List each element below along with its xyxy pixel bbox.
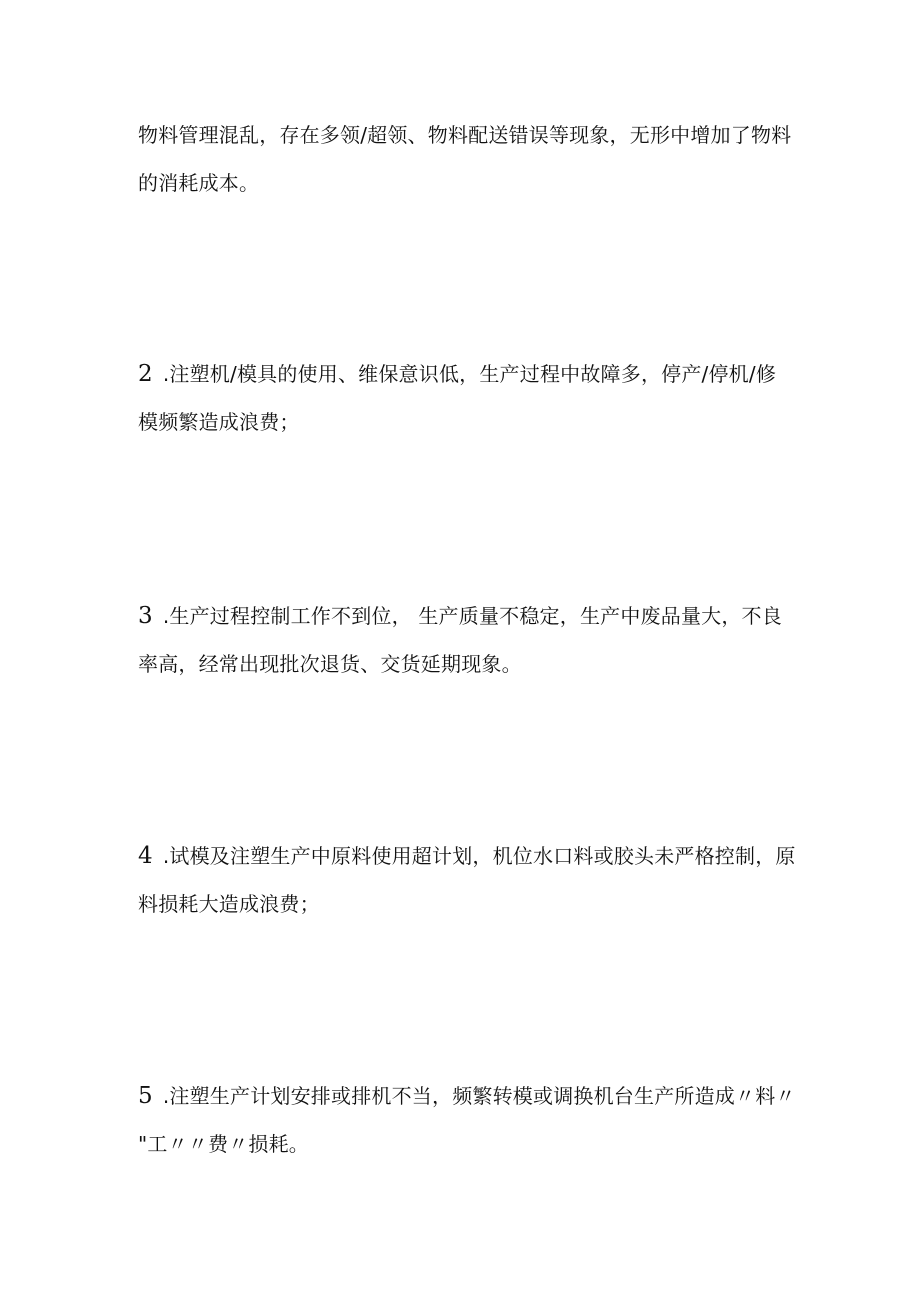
- paragraph-line: 料损耗大造成浪费；: [138, 892, 320, 916]
- paragraph-line: .注塑生产计划安排或排机不当，频繁转模或调换机台生产所造成〃料〃: [162, 1084, 796, 1108]
- paragraph-line: 物料管理混乱，存在多领/超领、物料配送错误等现象，无形中增加了物料: [138, 123, 792, 147]
- paragraph-first-line: [138, 350, 853, 398]
- item-number: 4: [138, 843, 153, 869]
- paragraph-line: .试模及注塑生产中原料使用超计划，机位水口料或胶头未严格控制，原: [162, 844, 796, 868]
- paragraph-4: [138, 832, 853, 928]
- item-number: 3: [138, 603, 153, 629]
- paragraph-first-line: [138, 1072, 853, 1120]
- paragraph-line: "工〃〃费〃损耗。: [138, 1132, 309, 1156]
- paragraph-2: [138, 350, 853, 446]
- paragraph-line: 的消耗成本。: [138, 171, 260, 195]
- paragraph-line: 模频繁造成浪费；: [138, 410, 300, 434]
- paragraph-1: [138, 111, 853, 207]
- paragraph-first-line: [138, 592, 853, 640]
- item-number: 5: [138, 1083, 153, 1109]
- paragraph-line: .注塑机/模具的使用、维保意识低，生产过程中故障多，停产/停机/修: [162, 362, 777, 386]
- paragraph-line: 率高，经常出现批次退货、交货延期现象。: [138, 652, 522, 676]
- paragraph-5: [138, 1072, 853, 1168]
- item-number: 2: [138, 361, 153, 387]
- paragraph-first-line: [138, 832, 853, 880]
- paragraph-line: .生产过程控制工作不到位， 生产质量不稳定，生产中废品量大，不良: [162, 604, 782, 628]
- paragraph-3: [138, 592, 853, 688]
